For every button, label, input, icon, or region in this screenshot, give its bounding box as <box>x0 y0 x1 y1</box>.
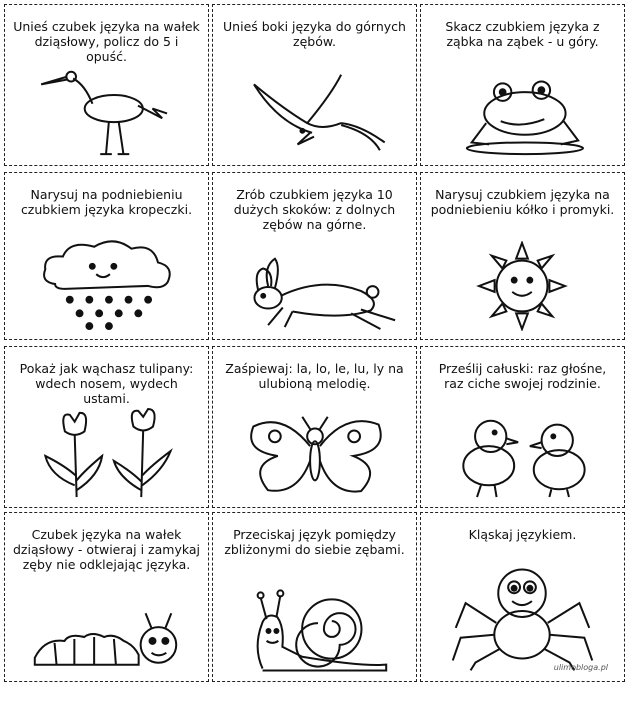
card-chicks <box>420 346 625 508</box>
card-butterfly <box>212 346 417 508</box>
card-snail <box>212 512 417 682</box>
card-text: Unieś czubek języka na wałek dziąsłowy, policz do 5 i opuść. <box>13 19 200 64</box>
swallow-icon <box>223 65 406 157</box>
butterfly-icon <box>223 407 406 499</box>
worksheet <box>4 4 628 694</box>
frog-icon <box>431 65 614 157</box>
snail-icon <box>223 587 406 673</box>
stork-icon <box>15 65 198 157</box>
card-text: Zrób czubkiem języka 10 dużych skoków: z dolnych zębów na górne. <box>233 187 396 232</box>
caterpillar-icon <box>15 603 198 673</box>
card-swallow <box>212 4 417 166</box>
tulips-icon <box>15 407 198 499</box>
card-text: Skacz czubkiem języka z ząbka na ząbek - u góry. <box>445 19 600 49</box>
card-text: Unieś boki języka do górnych zębów. <box>223 19 406 49</box>
rabbit-icon <box>223 247 406 331</box>
card-frog <box>420 4 625 166</box>
card-text: Kląskaj językiem. <box>468 527 577 542</box>
card-stork <box>4 4 209 166</box>
card-tulips <box>4 346 209 508</box>
card-rabbit <box>212 172 417 340</box>
card-sun <box>420 172 625 340</box>
card-text: Czubek języka na wałek dziąsłowy - otwieraj i zamykaj zęby nie odklejając języka. <box>13 527 200 572</box>
sun-icon <box>431 241 614 331</box>
card-text: Prześlij całuski: raz głośne, raz ciche swojej rodzinie. <box>438 361 607 391</box>
card-spider <box>420 512 625 682</box>
card-text: Przeciskaj język pomiędzy zbliżonymi do siebie zębami. <box>224 527 405 557</box>
rain-cloud-icon <box>15 235 198 331</box>
card-text: Narysuj na podniebieniu czubkiem języka kropeczki. <box>20 187 193 217</box>
card-text: Narysuj czubkiem języka na podniebieniu kółko i promyki. <box>430 187 615 217</box>
card-text: Zaśpiewaj: la, lo, le, lu, ly na ulubioną melodię. <box>225 361 404 391</box>
card-text: Pokaż jak wąchasz tulipany: wdech nosem, wydech ustami. <box>19 361 194 406</box>
spider-icon <box>431 553 614 673</box>
chicks-icon <box>431 409 614 499</box>
card-cloud <box>4 172 209 340</box>
watermark: ulimobloga.pl <box>553 663 608 672</box>
card-caterpillar <box>4 512 209 682</box>
